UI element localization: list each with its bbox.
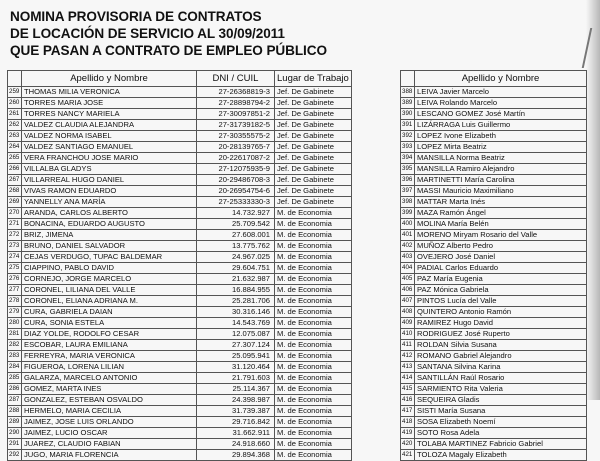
dni-cuil: 25.281.706 bbox=[197, 296, 275, 307]
dni-cuil: 27-30355575-2 bbox=[197, 131, 275, 142]
row-number: 282 bbox=[8, 340, 22, 351]
table-row bbox=[401, 230, 587, 241]
row-number: 286 bbox=[8, 384, 22, 395]
workplace: M. de Economia bbox=[275, 373, 352, 384]
table-row bbox=[401, 274, 587, 285]
row-number: 391 bbox=[401, 120, 415, 131]
person-name: SANTILLÁN Raúl Rosario bbox=[415, 373, 587, 384]
row-number: 394 bbox=[401, 153, 415, 164]
person-name: VILLALBA GLADYS bbox=[22, 164, 197, 175]
table-row bbox=[401, 241, 587, 252]
row-number: 271 bbox=[8, 219, 22, 230]
table-row bbox=[401, 175, 587, 186]
person-name: LOPEZ Ivone Elizabeth bbox=[415, 131, 587, 142]
table-row bbox=[401, 362, 587, 373]
table-row bbox=[401, 164, 587, 175]
person-name: FIGUEROA, LORENA LILIAN bbox=[22, 362, 197, 373]
workplace: Jef. De Gabinete bbox=[275, 197, 352, 208]
dni-cuil: 27-31739182-5 bbox=[197, 120, 275, 131]
dni-cuil: 29.604.751 bbox=[197, 263, 275, 274]
workplace: M. de Economia bbox=[275, 219, 352, 230]
table-row bbox=[8, 230, 352, 241]
person-name: LEIVA Javier Marcelo bbox=[415, 87, 587, 98]
table-row bbox=[8, 340, 352, 351]
person-name: SOTO Rosa Adela bbox=[415, 428, 587, 439]
row-number: 279 bbox=[8, 307, 22, 318]
person-name: LESCANO GOMEZ José Martín bbox=[415, 109, 587, 120]
header-num bbox=[401, 71, 415, 87]
left-contracts-table bbox=[7, 70, 352, 461]
row-number: 403 bbox=[401, 252, 415, 263]
person-name: MANSILLA Norma Beatriz bbox=[415, 153, 587, 164]
row-number: 410 bbox=[401, 329, 415, 340]
dni-cuil: 27-28898794-2 bbox=[197, 98, 275, 109]
person-name: FERREYRA, MARIA VERONICA bbox=[22, 351, 197, 362]
row-number: 398 bbox=[401, 197, 415, 208]
workplace: M. de Economia bbox=[275, 428, 352, 439]
person-name: PADIAL Carlos Eduardo bbox=[415, 263, 587, 274]
person-name: SANTANA Silvina Karina bbox=[415, 362, 587, 373]
dni-cuil: 12.075.087 bbox=[197, 329, 275, 340]
row-number: 266 bbox=[8, 164, 22, 175]
person-name: YANNELLY ANA MARÍA bbox=[22, 197, 197, 208]
table-row bbox=[401, 439, 587, 450]
row-number: 285 bbox=[8, 373, 22, 384]
row-number: 408 bbox=[401, 307, 415, 318]
dni-cuil: 14.732.927 bbox=[197, 208, 275, 219]
person-name: RODRIGUEZ José Ruperto bbox=[415, 329, 587, 340]
person-name: OVEJERO José Daniel bbox=[415, 252, 587, 263]
person-name: SEQUEIRA Gladis bbox=[415, 395, 587, 406]
person-name: LEIVA Rolando Marcelo bbox=[415, 98, 587, 109]
person-name: TORRES NANCY MARIELA bbox=[22, 109, 197, 120]
table-row bbox=[8, 98, 352, 109]
table-row bbox=[401, 208, 587, 219]
workplace: M. de Economia bbox=[275, 351, 352, 362]
row-number: 275 bbox=[8, 263, 22, 274]
table-row bbox=[401, 318, 587, 329]
row-number: 404 bbox=[401, 263, 415, 274]
table-row bbox=[401, 197, 587, 208]
person-name: BONACINA, EDUARDO AUGUSTO bbox=[22, 219, 197, 230]
dni-cuil: 31.739.387 bbox=[197, 406, 275, 417]
row-number: 390 bbox=[401, 109, 415, 120]
table-row bbox=[401, 329, 587, 340]
table-row bbox=[8, 219, 352, 230]
workplace: M. de Economia bbox=[275, 230, 352, 241]
table-row bbox=[401, 285, 587, 296]
workplace: M. de Economia bbox=[275, 296, 352, 307]
table-row bbox=[401, 131, 587, 142]
row-number: 411 bbox=[401, 340, 415, 351]
person-name: DIAZ YOLDE, RODOLFO CESAR bbox=[22, 329, 197, 340]
row-number: 412 bbox=[401, 351, 415, 362]
dni-cuil: 25.709.542 bbox=[197, 219, 275, 230]
dni-cuil: 31.120.464 bbox=[197, 362, 275, 373]
person-name: MORENO Miryam Rosario del Valle bbox=[415, 230, 587, 241]
table-row bbox=[8, 384, 352, 395]
row-number: 265 bbox=[8, 153, 22, 164]
row-number: 389 bbox=[401, 98, 415, 109]
document-title bbox=[10, 8, 327, 59]
row-number: 268 bbox=[8, 186, 22, 197]
table-row bbox=[401, 384, 587, 395]
dni-cuil: 20-28139765-7 bbox=[197, 142, 275, 153]
title-line: QUE PASAN A CONTRATO DE EMPLEO PÚBLICO bbox=[10, 43, 327, 58]
table-row bbox=[8, 329, 352, 340]
table-row bbox=[401, 450, 587, 461]
table-row bbox=[8, 362, 352, 373]
dni-cuil: 25.114.367 bbox=[197, 384, 275, 395]
table-row bbox=[8, 428, 352, 439]
dni-cuil: 27-12075935-9 bbox=[197, 164, 275, 175]
table-row bbox=[8, 109, 352, 120]
person-name: JUGO, MARIA FLORENCIA bbox=[22, 450, 197, 461]
table-row bbox=[401, 417, 587, 428]
dni-cuil: 20-26954754-6 bbox=[197, 186, 275, 197]
workplace: Jef. De Gabinete bbox=[275, 109, 352, 120]
table-row bbox=[401, 307, 587, 318]
header-name: Apellido y Nombre bbox=[415, 71, 587, 87]
person-name: TORRES MARIA JOSE bbox=[22, 98, 197, 109]
title-line: NOMINA PROVISORIA DE CONTRATOS bbox=[10, 9, 262, 24]
person-name: CURA, SONIA ESTELA bbox=[22, 318, 197, 329]
dni-cuil: 27.608.001 bbox=[197, 230, 275, 241]
table-row bbox=[8, 318, 352, 329]
person-name: LOPEZ Mirta Beatriz bbox=[415, 142, 587, 153]
header-place: Lugar de Trabajo bbox=[275, 71, 352, 87]
row-number: 402 bbox=[401, 241, 415, 252]
person-name: GONZALEZ, ESTEBAN OSVALDO bbox=[22, 395, 197, 406]
table-row bbox=[8, 417, 352, 428]
workplace: M. de Economia bbox=[275, 318, 352, 329]
workplace: M. de Economia bbox=[275, 307, 352, 318]
dni-cuil: 31.662.911 bbox=[197, 428, 275, 439]
person-name: VALDEZ CLAUDIA ALEJANDRA bbox=[22, 120, 197, 131]
table-row bbox=[8, 285, 352, 296]
row-number: 414 bbox=[401, 373, 415, 384]
table-row bbox=[8, 208, 352, 219]
workplace: M. de Economia bbox=[275, 263, 352, 274]
row-number: 418 bbox=[401, 417, 415, 428]
row-number: 396 bbox=[401, 175, 415, 186]
right-contracts-table bbox=[400, 70, 587, 461]
row-number: 292 bbox=[8, 450, 22, 461]
workplace: M. de Economia bbox=[275, 274, 352, 285]
person-name: RAMIREZ Hugo David bbox=[415, 318, 587, 329]
workplace: Jef. De Gabinete bbox=[275, 186, 352, 197]
person-name: JAIMEZ, LUCIO OSCAR bbox=[22, 428, 197, 439]
row-number: 399 bbox=[401, 208, 415, 219]
person-name: ARANDA, CARLOS ALBERTO bbox=[22, 208, 197, 219]
workplace: M. de Economia bbox=[275, 329, 352, 340]
row-number: 392 bbox=[401, 131, 415, 142]
dni-cuil: 25.095.941 bbox=[197, 351, 275, 362]
workplace: Jef. De Gabinete bbox=[275, 142, 352, 153]
row-number: 283 bbox=[8, 351, 22, 362]
table-row bbox=[8, 351, 352, 362]
workplace: M. de Economia bbox=[275, 241, 352, 252]
dni-cuil: 30.316.146 bbox=[197, 307, 275, 318]
table-row bbox=[8, 395, 352, 406]
row-number: 417 bbox=[401, 406, 415, 417]
person-name: MASSI Mauricio Maximiliano bbox=[415, 186, 587, 197]
person-name: MARTINETTI María Carolina bbox=[415, 175, 587, 186]
row-number: 407 bbox=[401, 296, 415, 307]
table-row bbox=[401, 395, 587, 406]
workplace: M. de Economia bbox=[275, 208, 352, 219]
person-name: JAIMEZ, JOSE LUIS ORLANDO bbox=[22, 417, 197, 428]
table-row bbox=[8, 373, 352, 384]
person-name: CORONEL, ELIANA ADRIANA M. bbox=[22, 296, 197, 307]
table-row bbox=[8, 186, 352, 197]
table-row bbox=[401, 406, 587, 417]
person-name: CORONEL, LILIANA DEL VALLE bbox=[22, 285, 197, 296]
row-number: 280 bbox=[8, 318, 22, 329]
workplace: Jef. De Gabinete bbox=[275, 175, 352, 186]
table-row bbox=[8, 131, 352, 142]
header-num bbox=[8, 71, 22, 87]
person-name: SARMIENTO Rita Valeria bbox=[415, 384, 587, 395]
person-name: VALDEZ NORMA ISABEL bbox=[22, 131, 197, 142]
person-name: HERMELO, MARIA CECILIA bbox=[22, 406, 197, 417]
row-number: 289 bbox=[8, 417, 22, 428]
dni-cuil: 13.775.762 bbox=[197, 241, 275, 252]
table-row bbox=[8, 252, 352, 263]
row-number: 405 bbox=[401, 274, 415, 285]
person-name: SISTI María Susana bbox=[415, 406, 587, 417]
person-name: CIAPPINO, PABLO DAVID bbox=[22, 263, 197, 274]
row-number: 416 bbox=[401, 395, 415, 406]
dni-cuil: 29.894.368 bbox=[197, 450, 275, 461]
dni-cuil: 24.398.987 bbox=[197, 395, 275, 406]
row-number: 267 bbox=[8, 175, 22, 186]
person-name: QUINTERO Antonio Ramón bbox=[415, 307, 587, 318]
table-row bbox=[8, 241, 352, 252]
person-name: BRUNO, DANIEL SALVADOR bbox=[22, 241, 197, 252]
row-number: 420 bbox=[401, 439, 415, 450]
row-number: 272 bbox=[8, 230, 22, 241]
row-number: 264 bbox=[8, 142, 22, 153]
table-row bbox=[401, 109, 587, 120]
workplace: Jef. De Gabinete bbox=[275, 153, 352, 164]
table-row bbox=[8, 439, 352, 450]
dni-cuil: 27-26368819-3 bbox=[197, 87, 275, 98]
table-row bbox=[8, 164, 352, 175]
person-name: BRIZ, JIMENA bbox=[22, 230, 197, 241]
table-row bbox=[8, 274, 352, 285]
person-name: PAZ Mónica Gabriela bbox=[415, 285, 587, 296]
row-number: 421 bbox=[401, 450, 415, 461]
person-name: LIZÁRRAGA Luis Guillermo bbox=[415, 120, 587, 131]
person-name: CURA, GABRIELA DAIAN bbox=[22, 307, 197, 318]
workplace: M. de Economia bbox=[275, 384, 352, 395]
table-row bbox=[401, 428, 587, 439]
row-number: 263 bbox=[8, 131, 22, 142]
table-row bbox=[401, 87, 587, 98]
workplace: Jef. De Gabinete bbox=[275, 98, 352, 109]
table-row bbox=[8, 263, 352, 274]
table-row bbox=[401, 373, 587, 384]
table-row bbox=[8, 142, 352, 153]
person-name: VERA FRANCHOU JOSE MARIO bbox=[22, 153, 197, 164]
row-number: 291 bbox=[8, 439, 22, 450]
row-number: 388 bbox=[401, 87, 415, 98]
person-name: MANSILLA Ramiro Alejandro bbox=[415, 164, 587, 175]
table-header-row bbox=[401, 71, 587, 87]
workplace: M. de Economia bbox=[275, 417, 352, 428]
person-name: MUÑOZ Alberto Pedro bbox=[415, 241, 587, 252]
dni-cuil: 16.884.955 bbox=[197, 285, 275, 296]
dni-cuil: 20-22617087-2 bbox=[197, 153, 275, 164]
table-row bbox=[8, 197, 352, 208]
dni-cuil: 27-25333330-3 bbox=[197, 197, 275, 208]
person-name: GALARZA, MARCELO ANTONIO bbox=[22, 373, 197, 384]
table-row bbox=[401, 263, 587, 274]
person-name: MATTAR Marta Inés bbox=[415, 197, 587, 208]
row-number: 284 bbox=[8, 362, 22, 373]
row-number: 406 bbox=[401, 285, 415, 296]
person-name: JUAREZ, CLAUDIO FABIAN bbox=[22, 439, 197, 450]
person-name: TOLOZA Magaly Elizabeth bbox=[415, 450, 587, 461]
person-name: ROMANO Gabriel Alejandro bbox=[415, 351, 587, 362]
person-name: CORNEJO, JORGE MARCELO bbox=[22, 274, 197, 285]
table-row bbox=[401, 142, 587, 153]
table-row bbox=[401, 120, 587, 131]
table-row bbox=[8, 87, 352, 98]
person-name: CEJAS VERDUGO, TUPAC BALDEMAR bbox=[22, 252, 197, 263]
table-row bbox=[401, 340, 587, 351]
person-name: MAZA Ramón Ángel bbox=[415, 208, 587, 219]
row-number: 273 bbox=[8, 241, 22, 252]
row-number: 270 bbox=[8, 208, 22, 219]
header-dni: DNI / CUIL bbox=[197, 71, 275, 87]
workplace: M. de Economia bbox=[275, 450, 352, 461]
person-name: SOSA Elizabeth Noemí bbox=[415, 417, 587, 428]
row-number: 401 bbox=[401, 230, 415, 241]
workplace: M. de Economia bbox=[275, 285, 352, 296]
row-number: 288 bbox=[8, 406, 22, 417]
person-name: ROLDAN Silvia Susana bbox=[415, 340, 587, 351]
row-number: 413 bbox=[401, 362, 415, 373]
dni-cuil: 27.307.124 bbox=[197, 340, 275, 351]
row-number: 259 bbox=[8, 87, 22, 98]
table-row bbox=[8, 175, 352, 186]
workplace: M. de Economia bbox=[275, 340, 352, 351]
row-number: 393 bbox=[401, 142, 415, 153]
workplace: Jef. De Gabinete bbox=[275, 87, 352, 98]
workplace: Jef. De Gabinete bbox=[275, 164, 352, 175]
row-number: 276 bbox=[8, 274, 22, 285]
table-row bbox=[8, 120, 352, 131]
dni-cuil: 20-29486708-3 bbox=[197, 175, 275, 186]
table-row bbox=[401, 186, 587, 197]
row-number: 419 bbox=[401, 428, 415, 439]
person-name: VIVAS RAMON EDUARDO bbox=[22, 186, 197, 197]
workplace: M. de Economia bbox=[275, 439, 352, 450]
row-number: 277 bbox=[8, 285, 22, 296]
person-name: VALDEZ SANTIAGO EMANUEL bbox=[22, 142, 197, 153]
row-number: 415 bbox=[401, 384, 415, 395]
person-name: ESCOBAR, LAURA EMILIANA bbox=[22, 340, 197, 351]
dni-cuil: 14.543.769 bbox=[197, 318, 275, 329]
table-row bbox=[8, 296, 352, 307]
person-name: GOMEZ, MARTA INES bbox=[22, 384, 197, 395]
table-row bbox=[401, 296, 587, 307]
row-number: 260 bbox=[8, 98, 22, 109]
row-number: 281 bbox=[8, 329, 22, 340]
table-row bbox=[401, 153, 587, 164]
workplace: M. de Economia bbox=[275, 252, 352, 263]
dni-cuil: 24.967.025 bbox=[197, 252, 275, 263]
row-number: 395 bbox=[401, 164, 415, 175]
table-row bbox=[8, 450, 352, 461]
workplace: M. de Economia bbox=[275, 406, 352, 417]
table-row bbox=[401, 252, 587, 263]
title-line: DE LOCACIÓN DE SERVICIO AL 30/09/2011 bbox=[10, 26, 285, 41]
row-number: 400 bbox=[401, 219, 415, 230]
table-row bbox=[8, 307, 352, 318]
workplace: M. de Economia bbox=[275, 395, 352, 406]
person-name: THOMAS MILIA VERONICA bbox=[22, 87, 197, 98]
table-row bbox=[401, 351, 587, 362]
table-row bbox=[8, 406, 352, 417]
workplace: Jef. De Gabinete bbox=[275, 131, 352, 142]
row-number: 409 bbox=[401, 318, 415, 329]
table-header-row bbox=[8, 71, 352, 87]
dni-cuil: 21.791.603 bbox=[197, 373, 275, 384]
row-number: 397 bbox=[401, 186, 415, 197]
person-name: TOLABA MARTINEZ Fabricio Gabriel bbox=[415, 439, 587, 450]
workplace: M. de Economia bbox=[275, 362, 352, 373]
table-row bbox=[8, 153, 352, 164]
table-row bbox=[401, 219, 587, 230]
row-number: 262 bbox=[8, 120, 22, 131]
person-name: PAZ María Eugenia bbox=[415, 274, 587, 285]
dni-cuil: 24.918.660 bbox=[197, 439, 275, 450]
person-name: VILLARREAL HUGO DANIEL bbox=[22, 175, 197, 186]
dni-cuil: 21.632.987 bbox=[197, 274, 275, 285]
workplace: Jef. De Gabinete bbox=[275, 120, 352, 131]
row-number: 261 bbox=[8, 109, 22, 120]
header-name: Apellido y Nombre bbox=[22, 71, 197, 87]
row-number: 274 bbox=[8, 252, 22, 263]
person-name: PINTOS Lucía del Valle bbox=[415, 296, 587, 307]
dni-cuil: 29.716.842 bbox=[197, 417, 275, 428]
person-name: MOLINA María Belén bbox=[415, 219, 587, 230]
dni-cuil: 27-30097851-2 bbox=[197, 109, 275, 120]
row-number: 287 bbox=[8, 395, 22, 406]
table-row bbox=[401, 98, 587, 109]
row-number: 278 bbox=[8, 296, 22, 307]
row-number: 269 bbox=[8, 197, 22, 208]
row-number: 290 bbox=[8, 428, 22, 439]
